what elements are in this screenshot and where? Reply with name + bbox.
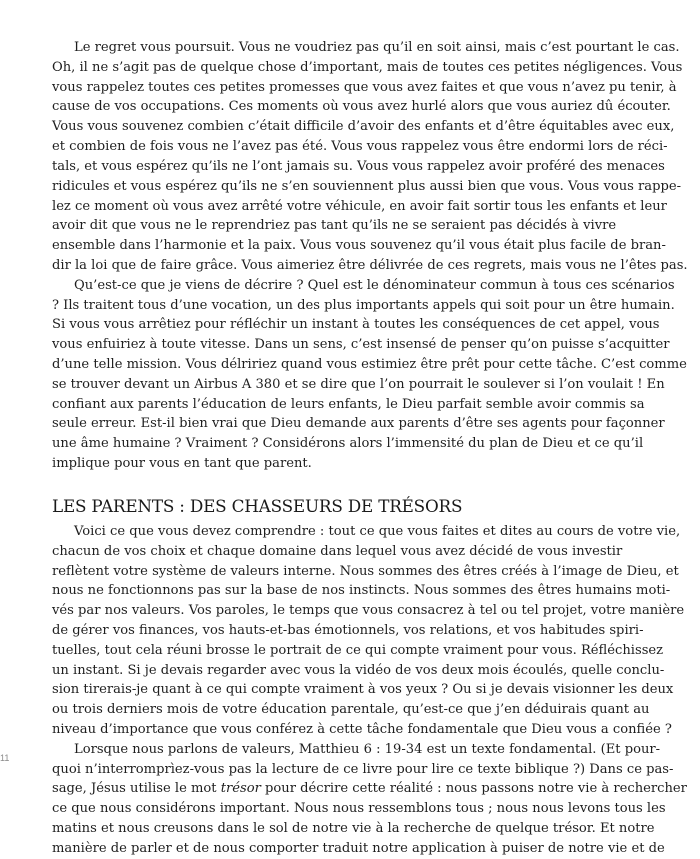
paragraph xyxy=(52,38,688,276)
text-line: un instant. Si je devais regarder avec vous la vidéo de vos deux mois écoulés, quelle conclu- xyxy=(52,662,665,678)
text-line: dir la loi que de faire grâce. Vous aimeriez être délivrée de ces regrets, mais vous ne l’êtes pas. xyxy=(52,257,688,273)
text-line: manière de parler et de nous comporter traduit notre application à puiser de notre vie et de xyxy=(52,840,665,856)
text-line: quoi n’interromprìez-vous pas la lecture de ce livre pour lire ce texte biblique ?) Dans ce pas- xyxy=(52,761,674,777)
text-line: lez ce moment où vous avez arrêté votre véhicule, en avoir fait sortir tous les enfants et leur xyxy=(52,198,667,214)
text-line: ensemble dans l’harmonie et la paix. Vous vous souvenez qu’il vous était plus facile de bran- xyxy=(52,238,666,254)
section-heading: LES PARENTS : DES CHASSEURS DE TRÉSORS xyxy=(52,495,463,516)
text-line: matins et nous creusons dans le sol de notre vie à la recherche de quelque trésor. Et notre xyxy=(52,821,655,837)
text-line: vous rappelez toutes ces petites promesses que vous avez faites et que vous n’avez pu tenir, à xyxy=(52,79,677,95)
text-line: Qu’est-ce que je viens de décrire ? Quel est le dénominateur commun à tous ces scénarios xyxy=(74,277,675,293)
text-line: sion tirerais-je quant à ce qui compte vraiment à vos yeux ? Ou si je devais visionner les deux xyxy=(52,682,674,698)
text-line: se trouver devant un Airbus A 380 et se dire que l’on pourrait le soulever si l’on voulait ! En xyxy=(52,376,665,392)
text-line: seule erreur. Est-il bien vrai que Dieu demande aux parents d’être ses agents pour façonner xyxy=(52,416,665,432)
text-line: d’une telle mission. Vous délririez quand vous estimiez être prêt pour cette tâche. C’est comme xyxy=(52,357,687,372)
text-line: Voici ce que vous devez comprendre : tout ce que vous faites et dites au cours de votre vie, xyxy=(74,523,681,539)
text-line: ? Ils traitent tous d’une vocation, un des plus importants appels qui soit pour un être humain. xyxy=(52,297,675,313)
text-line: reflètent votre système de valeurs interne. Nous sommes des êtres créés à l’image de Dieu, et xyxy=(52,563,679,579)
text-line: Vous vous souvenez combien c’était difficile d’avoir des enfants et d’être équitables avec eux, xyxy=(52,119,675,135)
paragraph xyxy=(52,740,687,859)
text-line: une âme humaine ? Vraiment ? Considérons alors l’immensité du plan de Dieu et ce qu’il xyxy=(52,436,644,452)
text-line: vés par nos valeurs. Vos paroles, le temps que vous consacrez à tel ou tel projet, votre manière xyxy=(52,603,685,619)
text-line: Le regret vous poursuit. Vous ne voudriez pas qu’il en soit ainsi, mais c’est pourtant le cas. xyxy=(74,40,680,55)
text-line: confiant aux parents l’éducation de leurs enfants, le Dieu parfait semble avoir commis sa xyxy=(52,396,645,412)
body-before-heading xyxy=(52,38,688,474)
text-line: chacun de vos choix et chaque domaine dans lequel vous avez décidé de vous investir xyxy=(52,543,623,559)
text-line: vous enfuiriez à toute vitesse. Dans un sens, c’est insensé de penser qu’on puisse s’acquitter xyxy=(52,337,670,353)
text-line: Oh, il ne s’agit pas de quelque chose d’important, mais de toutes ces petites négligences. Vous xyxy=(52,59,683,75)
text-line: tuelles, tout cela réuni brosse le portrait de ce qui compte vraiment pour vous. Réfléchissez xyxy=(52,642,664,658)
text-line: et combien de fois vous ne l’avez pas été. Vous vous rappelez vous être endormi lors de réci- xyxy=(52,139,668,155)
document-page xyxy=(52,38,688,859)
text-line: cause de vos occupations. Ces moments où vous avez hurlé alors que vous auriez dû écouter. xyxy=(52,99,671,115)
text-line: tals, et vous espérez qu’ils ne l’ont jamais su. Vous vous rappelez avoir proféré des menaces xyxy=(52,158,665,174)
text-line: niveau d’importance que vous conférez à cette tâche fondamentale que Dieu vous a confiée ? xyxy=(52,722,672,737)
text-line: nous ne fonctionnons pas sur la base de nos instincts. Nous sommes des êtres humains moti- xyxy=(52,583,671,599)
paragraph xyxy=(52,522,685,740)
text-line: sage, Jésus utilise le mot trésor pour décrire cette réalité : nous passons notre vie à rechercher xyxy=(52,781,687,797)
page-number: 11 xyxy=(0,753,10,763)
body-after-heading xyxy=(52,522,687,859)
text-line: de gérer vos finances, vos hauts-et-bas émotionnels, vos relations, et vos habitudes spiri- xyxy=(52,622,644,638)
paragraph xyxy=(52,276,687,474)
text-line: implique pour vous en tant que parent. xyxy=(52,456,312,472)
text-line: ridicules et vous espérez qu’ils ne s’en souviennent plus aussi bien que vous. Vous vous rappe- xyxy=(52,178,682,194)
text-line: avoir dit que vous ne le reprendriez pas tant qu’ils ne se seraient pas décidés à vivre xyxy=(52,218,617,234)
text-line: ou trois derniers mois de votre éducation parentale, qu’est-ce que j’en déduirais quant au xyxy=(52,702,650,718)
text-line: ce que nous considérons important. Nous nous ressemblons tous ; nous nous levons tous les xyxy=(52,801,666,817)
text-line: Lorsque nous parlons de valeurs, Matthieu 6 : 19-34 est un texte fondamental. (Et pour- xyxy=(74,741,661,757)
text-line: Si vous vous arrêtiez pour réfléchir un instant à toutes les conséquences de cet appel, vous xyxy=(52,317,660,333)
